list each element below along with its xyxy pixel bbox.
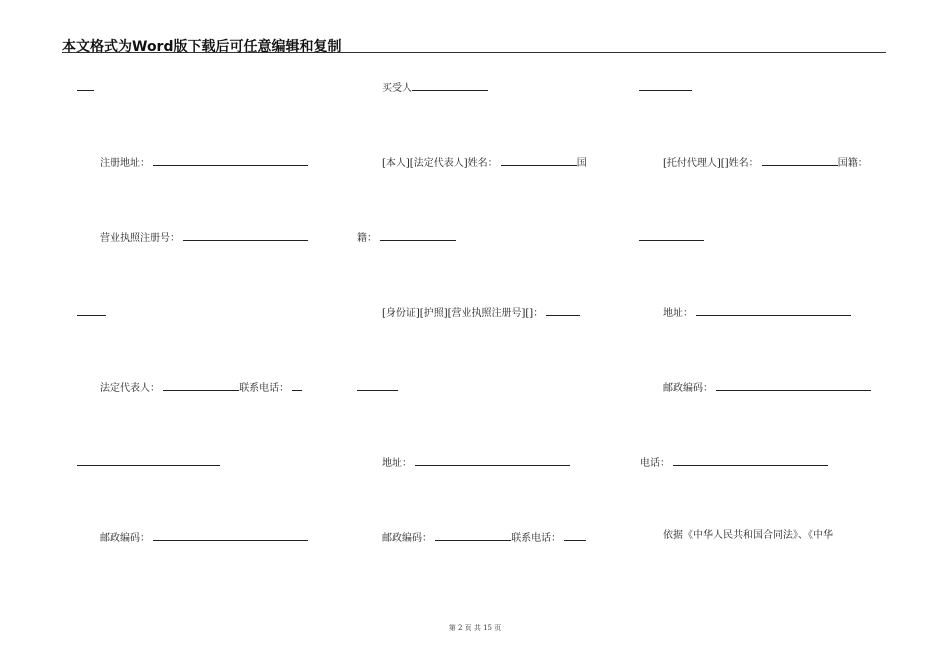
page-number: 第 2 页 共 15 页 xyxy=(448,624,502,632)
buyer-address-blank xyxy=(415,455,570,466)
blank-line xyxy=(357,380,398,391)
agent-postal-blank xyxy=(716,380,871,391)
name-label: [本人][法定代表人]姓名： xyxy=(382,158,498,169)
agent-postal-label: 邮政编码： xyxy=(663,383,713,394)
col1-legal-rep-line xyxy=(100,380,302,395)
buyer-postal-blank xyxy=(435,530,511,541)
seller-phone-label: 联系电话： xyxy=(239,383,290,394)
nationality-cont: 籍： xyxy=(357,233,377,244)
col1-row6 xyxy=(77,455,220,470)
col3-agent-line xyxy=(663,155,868,170)
buyer-label: 买受人 xyxy=(382,83,412,94)
col2-nationality-cont-line xyxy=(357,230,456,245)
nationality-tail: 国 xyxy=(576,158,587,169)
seller-postal-blank xyxy=(153,530,308,541)
license-no-blank xyxy=(183,230,308,241)
buyer-phone-label: 联系电话： xyxy=(511,533,562,544)
col2-id-line xyxy=(382,305,580,320)
col1-reg-address-line xyxy=(100,155,308,170)
agent-label: [托付代理人][]姓名： xyxy=(663,158,759,169)
blank-line xyxy=(77,80,94,91)
name-blank xyxy=(501,155,577,166)
id-blank xyxy=(546,305,580,316)
legal-rep-blank xyxy=(163,380,239,391)
buyer-address-label: 地址： xyxy=(382,458,412,469)
legal-rep-label: 法定代表人： xyxy=(100,383,160,394)
col3-row3 xyxy=(639,230,704,245)
col3-basis-line xyxy=(663,530,833,542)
agent-phone-label: 电话： xyxy=(640,458,670,469)
nationality-blank xyxy=(380,230,456,241)
col2-postal-phone-line xyxy=(382,530,586,545)
col2-row5 xyxy=(357,380,398,395)
col1-postal-line xyxy=(100,530,308,545)
seller-phone-blank xyxy=(292,380,302,391)
col3-phone-line xyxy=(640,455,828,470)
col2-buyer-line xyxy=(382,80,488,95)
buyer-phone-blank xyxy=(564,530,586,541)
header-divider xyxy=(62,52,886,53)
document-header-title: 本文格式为Word版下载后可任意编辑和复制 xyxy=(62,39,342,55)
col2-name-line xyxy=(382,155,587,170)
license-no-label: 营业执照注册号： xyxy=(100,233,180,244)
col3-address-line xyxy=(663,305,851,320)
reg-address-blank xyxy=(153,155,308,166)
blank-line xyxy=(639,230,704,241)
col1-row4 xyxy=(77,305,106,320)
blank-line xyxy=(639,80,692,91)
contract-basis-text: 依据《中华人民共和国合同法》、《中华 xyxy=(663,530,833,541)
col3-postal-line xyxy=(663,380,871,395)
agent-address-blank xyxy=(696,305,851,316)
agent-nationality-label: 国籍： xyxy=(837,158,868,169)
buyer-blank xyxy=(412,80,488,91)
blank-line xyxy=(77,305,106,316)
col1-row1 xyxy=(77,80,94,95)
agent-address-label: 地址： xyxy=(663,308,693,319)
seller-postal-label: 邮政编码： xyxy=(100,533,150,544)
agent-name-blank xyxy=(762,155,838,166)
buyer-postal-label: 邮政编码： xyxy=(382,533,432,544)
col1-license-line xyxy=(100,230,308,245)
blank-line xyxy=(77,455,220,466)
reg-address-label: 注册地址： xyxy=(100,158,150,169)
agent-phone-blank xyxy=(673,455,828,466)
id-label: [身份证][护照][营业执照注册号][]： xyxy=(382,308,544,319)
col3-row1 xyxy=(639,80,692,95)
col2-address-line xyxy=(382,455,570,470)
